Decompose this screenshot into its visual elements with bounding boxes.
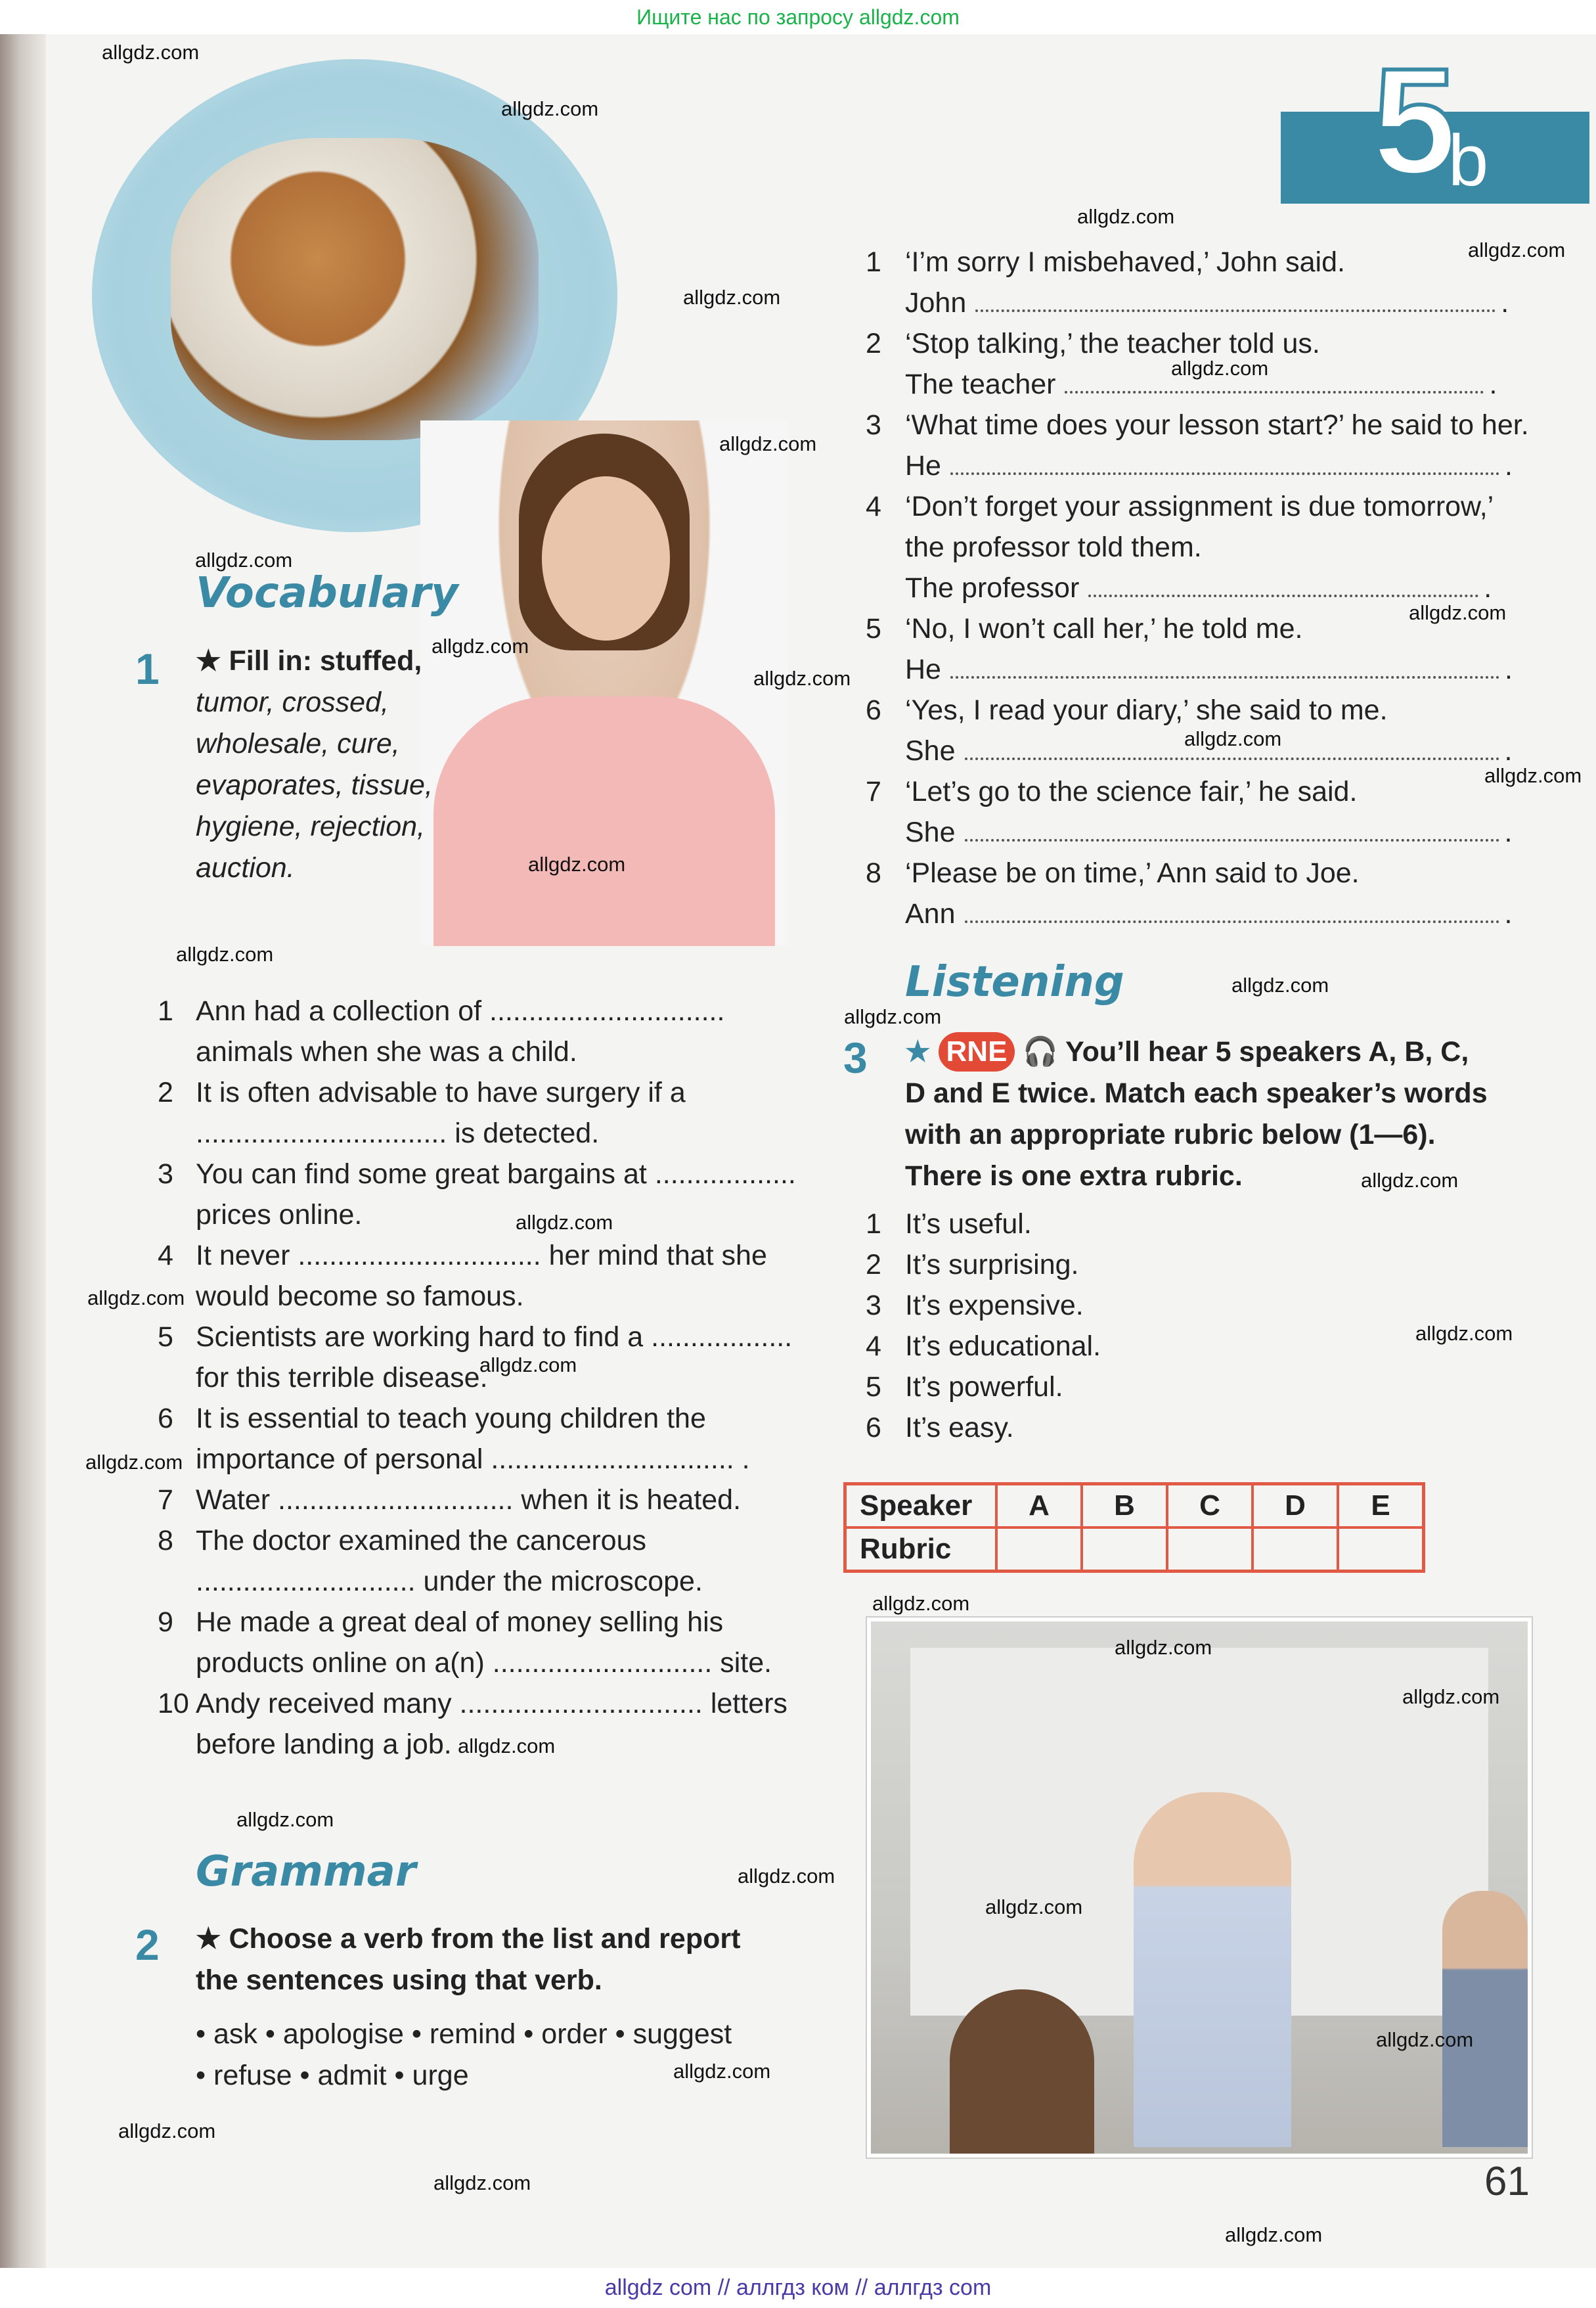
watermark: allgdz.com [872,1592,970,1615]
item-number: 2 [158,1077,173,1108]
dotted-answer-space[interactable] [950,454,1499,475]
quote-text: ‘No, I won’t call her,’ he told me. [905,613,1303,645]
instruction-line: hygiene, rejection, [196,811,425,842]
sentence-start: The professor [905,572,1080,604]
watermark: allgdz.com [1361,1169,1459,1192]
item-number: 4 [866,491,881,522]
quote-text: ‘Yes, I read your diary,’ she said to me. [905,694,1388,726]
item-text: before landing a job. [196,1729,452,1760]
item-text: products online on a(n) ............................ site. [196,1647,772,1679]
instruction-line: with an appropriate rubric below (1—6). [905,1119,1436,1150]
item-number: 5 [158,1321,173,1353]
period: . [1484,572,1492,604]
quote-text: ‘What time does your lesson start?’ he said to her. [905,409,1529,441]
item-number: 9 [158,1606,173,1638]
sentence-start: She [905,817,956,848]
item-number: 7 [158,1484,173,1516]
rne-badge: RNE [939,1032,1015,1072]
item-text: ................................ is detected. [196,1118,600,1149]
watermark: allgdz.com [1171,357,1269,380]
period: . [1504,817,1513,848]
speaker-cell: E [1338,1484,1424,1528]
table-header: Rubric [845,1527,997,1572]
watermark: allgdz.com [432,635,529,658]
period: . [1504,735,1513,767]
answer-line[interactable] [905,812,1513,853]
verb-list [196,2014,732,2096]
watermark: allgdz.com [501,97,599,120]
watermark: allgdz.com [87,1286,185,1309]
watermark: allgdz.com [458,1734,556,1757]
unit-number: 5 [1373,37,1457,206]
watermark: allgdz.com [719,432,817,455]
answer-line[interactable] [905,568,1496,608]
watermark: allgdz.com [1484,764,1582,787]
item-number: 4 [866,1330,881,1362]
period: . [1504,450,1513,482]
item-text: Water .............................. when it is heated. [196,1484,742,1516]
quote-text: ‘Please be on time,’ Ann said to Joe. [905,857,1360,889]
speaker-cell: B [1082,1484,1167,1528]
item-text: animals when she was a child. [196,1036,577,1068]
item-text: Ann had a collection of .............................. [196,995,725,1027]
item-text: Scientists are working hard to find a .................. [196,1321,793,1353]
watermark: allgdz.com [1231,974,1329,997]
sentence-start: He [905,654,941,685]
item-text: importance of personal ............................... . [196,1443,750,1475]
watermark: allgdz.com [1184,727,1282,750]
instruction-line: ★ Choose a verb from the list and report [196,1923,741,1955]
item-number: 4 [158,1240,173,1271]
watermark: allgdz.com [433,2171,531,2194]
rubric-text: It’s educational. [905,1330,1101,1362]
rubric-text: It’s useful. [905,1208,1032,1240]
item-number: 10 [158,1688,189,1719]
quote-text: ‘Stop talking,’ the teacher told us. [905,328,1320,359]
table-header: Speaker [845,1484,997,1528]
answer-cell[interactable] [1167,1527,1252,1572]
watermark: allgdz.com [479,1353,577,1376]
item-text: ............................ under the microscope. [196,1566,703,1597]
item-text: The doctor examined the cancerous [196,1525,647,1556]
dotted-answer-space[interactable] [965,821,1499,842]
item-number: 6 [866,1412,881,1443]
answer-cell[interactable] [1338,1527,1424,1572]
instruction-line: There is one extra rubric. [905,1160,1243,1192]
watermark: allgdz.com [528,853,626,876]
sentence-start: John [905,287,967,319]
item-number: 6 [158,1403,173,1434]
instruction-line: the sentences using that verb. [196,1964,602,1996]
verb-list-line: • refuse • admit • urge [196,2060,469,2091]
item-number: 2 [866,1249,881,1280]
headphones-icon: 🎧 [1023,1036,1058,1068]
sentence-start: He [905,450,941,482]
item-number: 3 [158,1158,173,1190]
page-number: 61 [1484,2159,1530,2204]
item-number: 3 [866,409,881,441]
answer-table [843,1482,1425,1573]
watermark: allgdz.com [236,1808,334,1831]
watermark: allgdz.com [1402,1685,1500,1708]
rubric-text: It’s expensive. [905,1290,1084,1321]
item-text: prices online. [196,1199,363,1231]
period: . [1504,654,1513,685]
star-icon: ★ [905,1036,931,1068]
answer-line[interactable] [905,649,1513,690]
answer-cell[interactable] [1082,1527,1167,1572]
item-text: You can find some great bargains at .................. [196,1158,796,1190]
unit-letter: b [1448,120,1489,201]
instruction-line: D and E twice. Match each speaker’s words [905,1077,1488,1109]
answer-line[interactable] [905,445,1513,486]
exercise-3-number: 3 [843,1033,868,1082]
speaker-cell: D [1252,1484,1338,1528]
item-text: It never ............................... her mind that she [196,1240,767,1271]
item-text: would become so famous. [196,1280,524,1312]
watermark: allgdz.com [118,2119,216,2142]
item-number: 6 [866,694,881,726]
item-text: It is essential to teach young children the [196,1403,706,1434]
speaker-cell: A [996,1484,1082,1528]
listening-heading: Listening [905,958,1124,1007]
item-number: 3 [866,1290,881,1321]
sentence-start: The teacher [905,369,1056,400]
instruction-line: auction. [196,852,295,884]
rubric-text: It’s surprising. [905,1249,1079,1280]
item-number: 1 [866,246,881,278]
instruction-line: You’ll hear 5 speakers A, B, C, [1065,1036,1469,1068]
watermark: allgdz.com [1225,2223,1323,2246]
sentence-start: Ann [905,898,956,930]
exercise-1-instructions [196,641,433,889]
item-number: 7 [866,776,881,807]
speaker-cell: C [1167,1484,1252,1528]
watermark: allgdz.com [195,549,293,572]
watermark: allgdz.com [1415,1322,1513,1345]
top-banner: Ищите нас по запросу allgdz.com [636,5,960,29]
period: . [1489,369,1497,400]
bottom-banner: allgdz com // аллгдз ком // аллгдз com [604,2275,992,2300]
item-number: 2 [866,328,881,359]
answer-line[interactable] [905,894,1513,934]
answer-line[interactable] [905,283,1509,323]
quote-text: the professor told them. [905,532,1202,563]
item-number: 5 [866,1371,881,1403]
quote-text: ‘Don’t forget your assignment is due tomorrow,’ [905,491,1494,522]
item-number: 8 [866,857,881,889]
answer-cell[interactable] [996,1527,1082,1572]
dotted-answer-space[interactable] [1065,373,1484,394]
watermark: allgdz.com [673,2060,771,2083]
verb-list-line: • ask • apologise • remind • order • suggest [196,2018,732,2050]
watermark: allgdz.com [753,667,851,690]
watermark: allgdz.com [1376,2028,1474,2051]
item-number: 8 [158,1525,173,1556]
watermark: allgdz.com [844,1005,942,1028]
item-number: 5 [866,613,881,645]
quote-text: ‘I’m sorry I misbehaved,’ John said. [905,246,1345,278]
rubric-text: It’s easy. [905,1412,1014,1443]
watermark: allgdz.com [516,1211,613,1234]
rubric-text: It’s powerful. [905,1371,1063,1403]
dotted-answer-space[interactable] [950,658,1499,679]
item-text: He made a great deal of money selling his [196,1606,724,1638]
instruction-line: wholesale, cure, [196,728,400,759]
exercise-2-number: 2 [135,1920,160,1969]
item-text: for this terrible disease. [196,1362,488,1393]
answer-cell[interactable] [1252,1527,1338,1572]
dotted-answer-space[interactable] [1088,576,1478,597]
book-spine [0,34,46,2268]
watermark: allgdz.com [683,286,781,309]
dotted-answer-space[interactable] [975,291,1496,312]
watermark: allgdz.com [1077,205,1175,228]
quote-text: ‘Let’s go to the science fair,’ he said. [905,776,1358,807]
watermark: allgdz.com [176,943,274,966]
period: . [1504,898,1513,930]
watermark: allgdz.com [985,1895,1083,1918]
watermark: allgdz.com [1115,1636,1212,1659]
instruction-line: evaporates, tissue, [196,769,433,801]
exercise-2-instructions [196,1918,740,2001]
watermark: allgdz.com [102,41,200,64]
instruction-line: ★ Fill in: stuffed, [196,645,422,677]
item-text: It is often advisable to have surgery if a [196,1077,686,1108]
watermark: allgdz.com [738,1865,835,1888]
instruction-line: tumor, crossed, [196,687,389,718]
vocabulary-heading: Vocabulary [196,569,458,618]
watermark: allgdz.com [1468,238,1566,261]
exercise-1-number: 1 [135,645,160,693]
item-number: 1 [158,995,173,1027]
sentence-start: She [905,735,956,767]
item-text: Andy received many ............................... letters [196,1688,787,1719]
period: . [1501,287,1509,319]
grammar-heading: Grammar [196,1847,416,1896]
item-number: 1 [866,1208,881,1240]
watermark: allgdz.com [1409,601,1507,624]
watermark: allgdz.com [85,1451,183,1474]
dotted-answer-space[interactable] [965,902,1499,923]
